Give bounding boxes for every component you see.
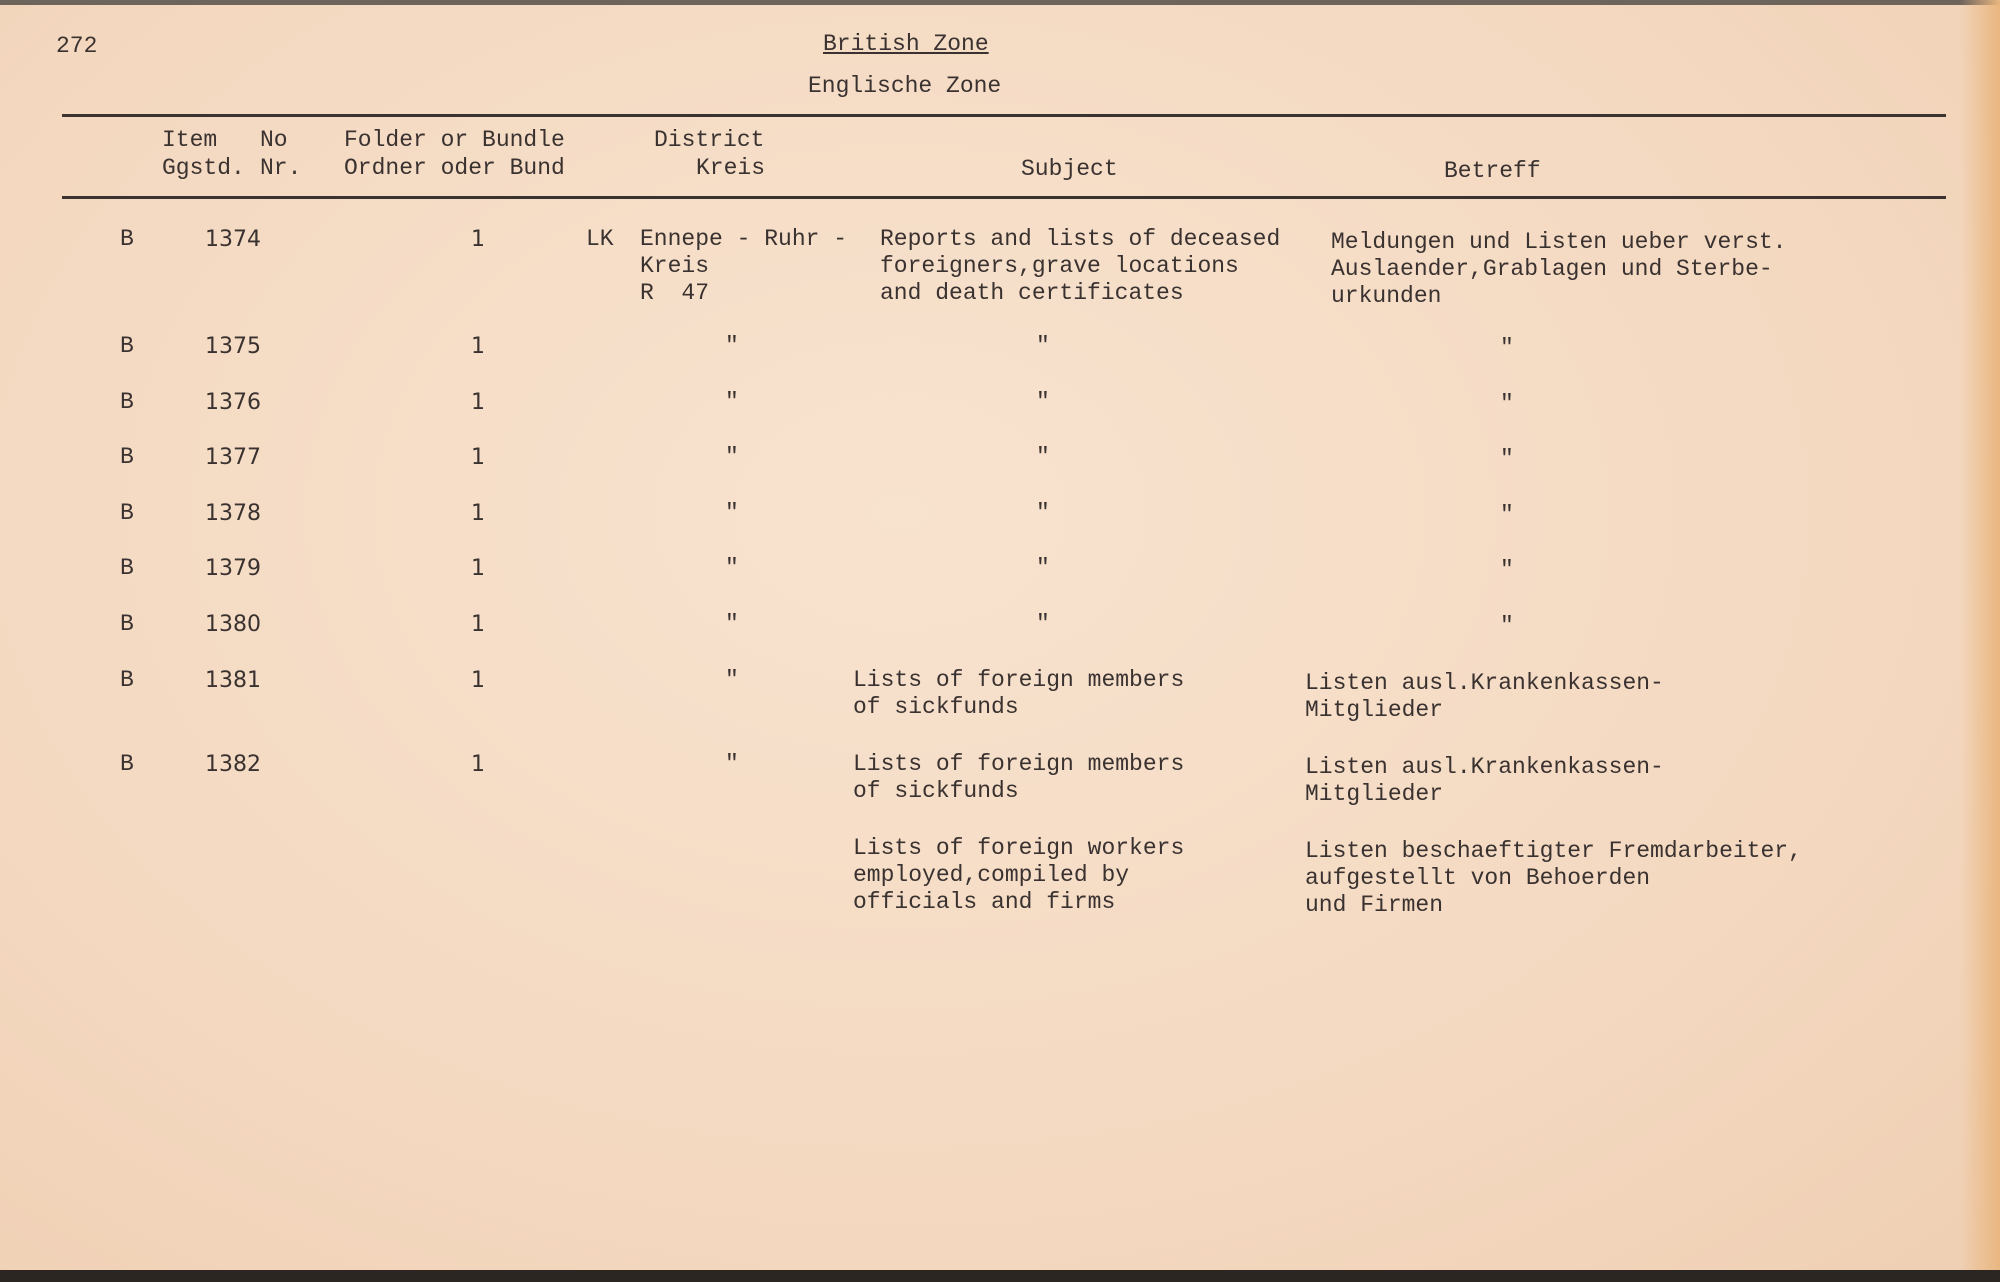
subject-cell: employed,compiled by [853, 862, 1130, 888]
number-cell: 1381 [205, 668, 261, 693]
folder-cell: 1 [471, 668, 485, 693]
folder-cell: 1 [471, 390, 485, 415]
folder-cell: 1 [471, 556, 485, 581]
subject-ditto: " [1036, 500, 1050, 526]
header-item: Item [162, 127, 218, 153]
betreff-cell: Meldungen und Listen ueber verst. [1331, 229, 1787, 255]
page-number: 272 [56, 33, 98, 59]
item-cell: B [120, 500, 134, 526]
header-no: No [260, 127, 288, 153]
betreff-cell: Auslaender,Grablagen und Sterbe- [1331, 256, 1773, 282]
subject-cell: of sickfunds [853, 778, 1019, 804]
item-cell: B [120, 611, 134, 637]
item-cell: B [120, 444, 134, 470]
header-bottom-rule [62, 196, 1946, 199]
page-title: British Zone [823, 31, 989, 57]
item-cell: B [120, 555, 134, 581]
item-cell: B [120, 389, 134, 415]
betreff-cell: urkunden [1331, 283, 1442, 309]
header-item-de: Ggstd. [162, 155, 245, 181]
folder-cell: 1 [471, 501, 485, 526]
subject-cell: officials and firms [853, 889, 1116, 915]
betreff-cell: und Firmen [1305, 892, 1444, 918]
betreff-ditto: " [1500, 557, 1514, 583]
betreff-cell: aufgestellt von Behoerden [1305, 865, 1651, 891]
betreff-ditto: " [1500, 446, 1514, 472]
betreff-cell: Listen beschaeftigter Fremdarbeiter, [1305, 838, 1802, 864]
district-ditto: " [725, 667, 739, 693]
header-folder-de: Ordner oder Bund [344, 155, 565, 181]
scan-edge-bottom [0, 1270, 2000, 1282]
subject-cell: foreigners,grave locations [880, 253, 1239, 279]
number-cell: 1378 [205, 501, 261, 526]
header-district: District [654, 127, 765, 153]
district-ditto: " [725, 444, 739, 470]
subject-cell: and death certificates [880, 280, 1184, 306]
district-cell: Ennepe - Ruhr - [640, 226, 848, 252]
district-ditto: " [725, 500, 739, 526]
folder-cell: 1 [471, 334, 485, 359]
district-cell: R 47 [640, 280, 710, 306]
number-cell: 1375 [205, 334, 261, 359]
number-cell: 1376 [205, 390, 261, 415]
district-ditto: " [725, 751, 739, 777]
district-ditto: " [725, 611, 739, 637]
item-cell: B [120, 667, 134, 693]
item-cell: B [120, 751, 134, 777]
header-no-de: Nr. [260, 155, 302, 181]
item-cell: B [120, 333, 134, 359]
header-subject: Subject [1021, 156, 1118, 182]
subject-cell: Reports and lists of deceased [880, 226, 1281, 252]
subject-cell: Lists of foreign members [853, 667, 1185, 693]
betreff-ditto: " [1500, 391, 1514, 417]
betreff-cell: Mitglieder [1305, 781, 1444, 807]
number-cell: 1377 [205, 445, 261, 470]
district-ditto: " [725, 333, 739, 359]
subject-ditto: " [1036, 444, 1050, 470]
number-cell: 1382 [205, 752, 261, 777]
subject-ditto: " [1036, 611, 1050, 637]
subject-ditto: " [1036, 555, 1050, 581]
district-prefix-cell: LK [586, 226, 614, 252]
subject-cell: of sickfunds [853, 694, 1019, 720]
district-ditto: " [725, 389, 739, 415]
betreff-cell: Listen ausl.Krankenkassen- [1305, 670, 1664, 696]
number-cell: 1379 [205, 556, 261, 581]
number-cell: 1380 [205, 612, 261, 637]
folder-cell: 1 [471, 227, 485, 252]
scan-edge-right [1960, 0, 2000, 1282]
betreff-cell: Listen ausl.Krankenkassen- [1305, 754, 1664, 780]
district-cell: Kreis [640, 253, 710, 279]
folder-cell: 1 [471, 752, 485, 777]
header-folder: Folder or Bundle [344, 127, 565, 153]
header-district-de: Kreis [696, 155, 766, 181]
betreff-ditto: " [1500, 502, 1514, 528]
betreff-ditto: " [1500, 335, 1514, 361]
header-top-rule [62, 114, 1946, 117]
subject-ditto: " [1036, 333, 1050, 359]
header-betreff: Betreff [1444, 158, 1541, 184]
subject-ditto: " [1036, 389, 1050, 415]
item-cell: B [120, 226, 134, 252]
betreff-cell: Mitglieder [1305, 697, 1444, 723]
scan-edge-top [0, 0, 2000, 5]
folder-cell: 1 [471, 445, 485, 470]
number-cell: 1374 [205, 227, 261, 252]
subject-cell: Lists of foreign members [853, 751, 1185, 777]
subject-cell: Lists of foreign workers [853, 835, 1185, 861]
folder-cell: 1 [471, 612, 485, 637]
page-subtitle: Englische Zone [808, 73, 1002, 99]
betreff-ditto: " [1500, 613, 1514, 639]
district-ditto: " [725, 555, 739, 581]
